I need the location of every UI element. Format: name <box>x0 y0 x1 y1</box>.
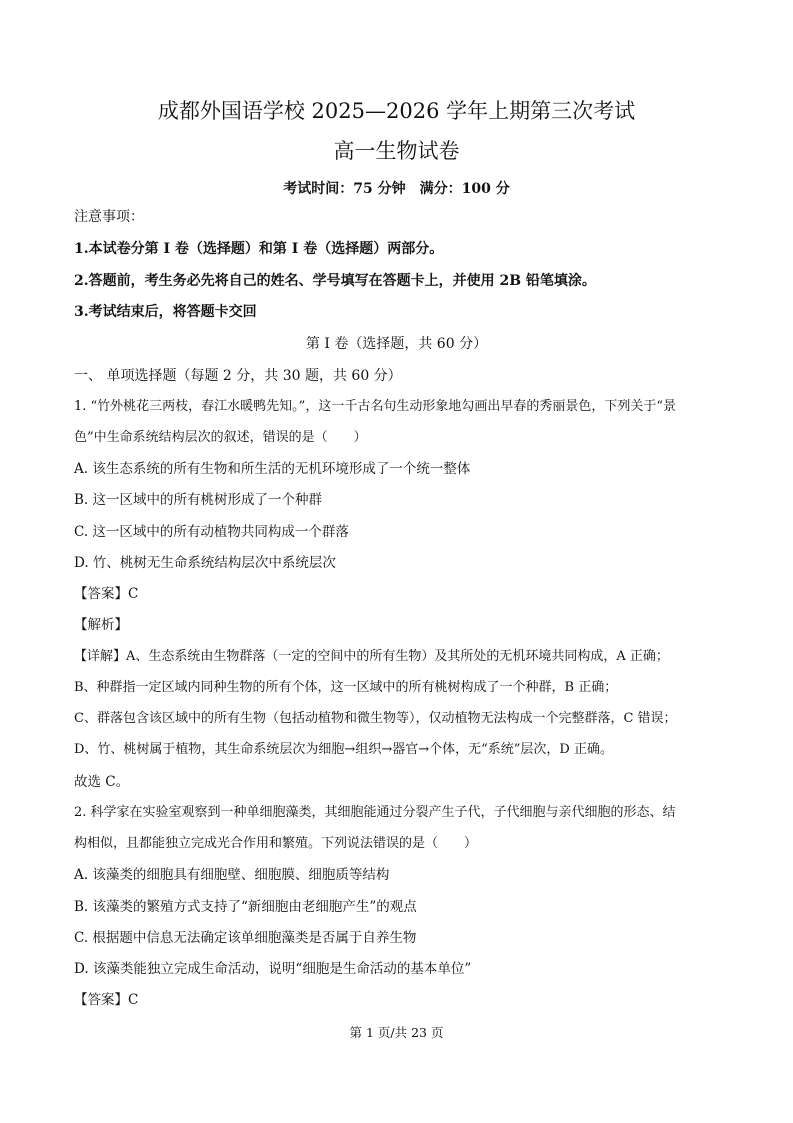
q1-answer: 【答案】C <box>74 586 139 602</box>
notes-item-2: 2.答题前，考生务必先将自己的姓名、学号填写在答题卡上，并使用 2B 铅笔填涂。 <box>74 273 596 289</box>
q1-stem-line-1: 1. “竹外桃花三两枝，春江水暖鸭先知。”，这一千古名句生动形象地勾画出早春的秀丽景色，下列关于“景 <box>74 399 676 414</box>
q2-option-c: C. 根据题中信息无法确定该单细胞藻类是否属于自养生物 <box>74 930 417 946</box>
notes-item-1: 1.本试卷分第 I 卷（选择题）和第 I 卷（选择题）两部分。 <box>74 241 444 257</box>
exam-subtitle: 高一生物试卷 <box>333 139 460 163</box>
q1-option-a: A. 该生态系统的所有生物和所生活的无机环境形成了一个统一整体 <box>74 461 471 477</box>
q1-detail-line-1: 【详解】A、生态系统由生物群落（一定的空间中的所有生物）及其所处的无机环境共同构成，A 正确； <box>74 649 669 664</box>
q1-detail-line-2: B、种群指一定区域内同种生物的所有个体，这一区域中的所有桃树构成了一个种群，B 正确； <box>74 680 618 695</box>
page-number: 第 1 页/共 23 页 <box>349 1025 444 1040</box>
q2-option-a: A. 该藻类的细胞具有细胞壁、细胞膜、细胞质等结构 <box>74 867 390 883</box>
section-title: 第 I 卷（选择题，共 60 分） <box>305 336 488 352</box>
notes-item-3: 3.考试结束后，将答题卡交回 <box>74 304 257 320</box>
q1-detail-line-3: C、群落包含该区域中的所有生物（包括动植物和微生物等），仅动植物无法构成一个完整群落，C 错误； <box>74 711 677 726</box>
q1-detail-line-4: D、竹、桃树属于植物，其生命系统层次为细胞→组织→器官→个体，无“系统”层次，D 正确。 <box>74 742 613 757</box>
q2-option-b: B. 该藻类的繁殖方式支持了“新细胞由老细胞产生”的观点 <box>74 899 417 915</box>
q1-option-d: D. 竹、桃树无生命系统结构层次中系统层次 <box>74 555 336 571</box>
q1-option-c: C. 这一区域中的所有动植物共同构成一个群落 <box>74 524 349 540</box>
q2-answer: 【答案】C <box>74 992 139 1008</box>
section-part: 一、 单项选择题（每题 2 分，共 30 题，共 60 分） <box>74 368 402 384</box>
q1-analysis-tag: 【解析】 <box>74 617 128 633</box>
q1-detail-line-5: 故选 C。 <box>74 774 130 790</box>
q2-stem-line-1: 2. 科学家在实验室观察到一种单细胞藻类，其细胞能通过分裂产生子代，子代细胞与亲代细胞的形态、结 <box>74 805 676 820</box>
exam-title: 成都外国语学校 2025—2026 学年上期第三次考试 <box>157 99 636 123</box>
q2-option-d: D. 该藻类能独立完成生命活动，说明“细胞是生命活动的基本单位” <box>74 961 472 977</box>
exam-info: 考试时间：75 分钟 满分：100 分 <box>283 181 510 197</box>
notes-heading: 注意事项： <box>74 209 144 225</box>
q1-option-b: B. 这一区域中的所有桃树形成了一个种群 <box>74 492 323 508</box>
q2-stem-line-2: 构相似，且都能独立完成光合作用和繁殖。下列说法错误的是（ ） <box>74 836 478 851</box>
q1-stem-line-2: 色”中生命系统结构层次的叙述，错误的是（ ） <box>74 430 367 445</box>
